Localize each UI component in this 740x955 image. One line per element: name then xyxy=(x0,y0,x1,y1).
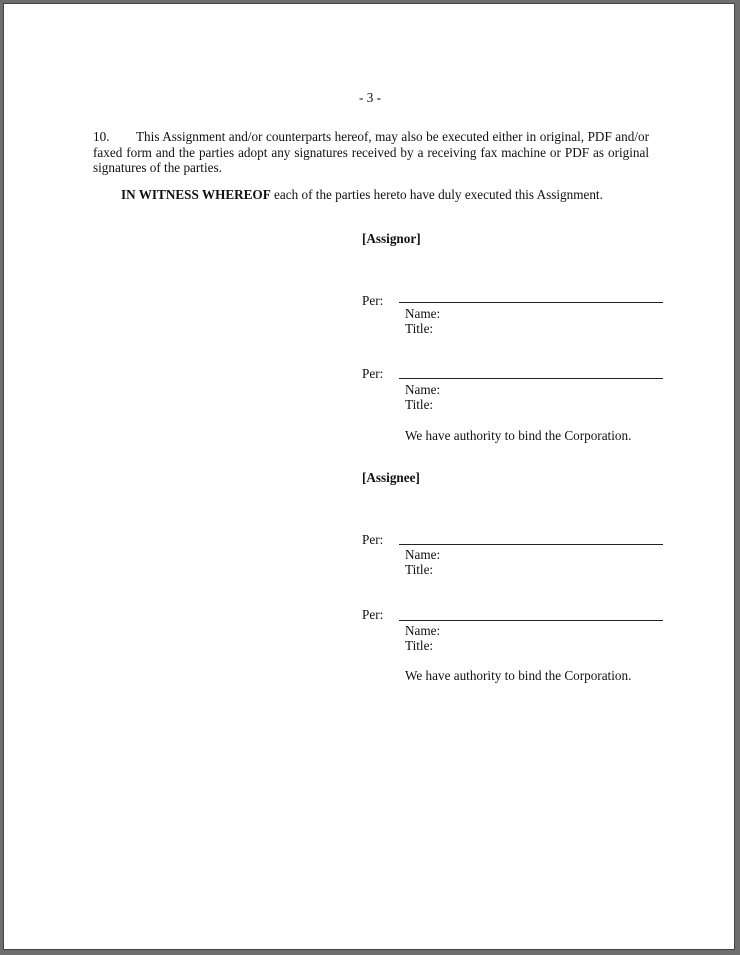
assignee-name-label-1: Name: xyxy=(405,547,441,562)
assignee-signature-line-2[interactable] xyxy=(399,620,663,621)
assignor-signature-line-1[interactable] xyxy=(399,302,663,303)
assignee-title-label-1: Title: xyxy=(405,562,434,577)
assignor-signature-line-2[interactable] xyxy=(399,378,663,379)
witness-lead: IN WITNESS WHEREOF xyxy=(121,187,271,202)
assignor-per-label-1: Per: xyxy=(362,293,384,308)
assignee-per-label-1: Per: xyxy=(362,532,384,547)
assignee-authority: We have authority to bind the Corporation. xyxy=(405,668,632,683)
witness-paragraph xyxy=(93,187,649,203)
assignor-per-label-2: Per: xyxy=(362,366,384,381)
assignor-name-label-1: Name: xyxy=(405,306,441,321)
assignor-title-label-2: Title: xyxy=(405,397,434,412)
assignor-title-label-1: Title: xyxy=(405,321,434,336)
assignee-name-label-2: Name: xyxy=(405,623,441,638)
assignor-name-label-2: Name: xyxy=(405,382,441,397)
assignee-signature-line-1[interactable] xyxy=(399,544,663,545)
assignee-per-label-2: Per: xyxy=(362,607,384,622)
clause-10 xyxy=(93,129,649,176)
witness-text: each of the parties hereto have duly executed this Assignment. xyxy=(270,187,603,202)
clause-text: This Assignment and/or counterparts hereof, may also be executed either in original, PDF and/or faxed form and the parties adopt any signatures received by a receiving fax machine or PDF as original signatures of the parties. xyxy=(93,129,649,175)
assignor-heading: [Assignor] xyxy=(362,231,421,246)
page-number: - 3 - xyxy=(359,90,381,105)
clause-number: 10. xyxy=(93,129,110,144)
assignee-heading: [Assignee] xyxy=(362,470,420,485)
assignor-authority: We have authority to bind the Corporation. xyxy=(405,428,632,443)
assignee-title-label-2: Title: xyxy=(405,638,434,653)
document-page xyxy=(3,3,735,950)
